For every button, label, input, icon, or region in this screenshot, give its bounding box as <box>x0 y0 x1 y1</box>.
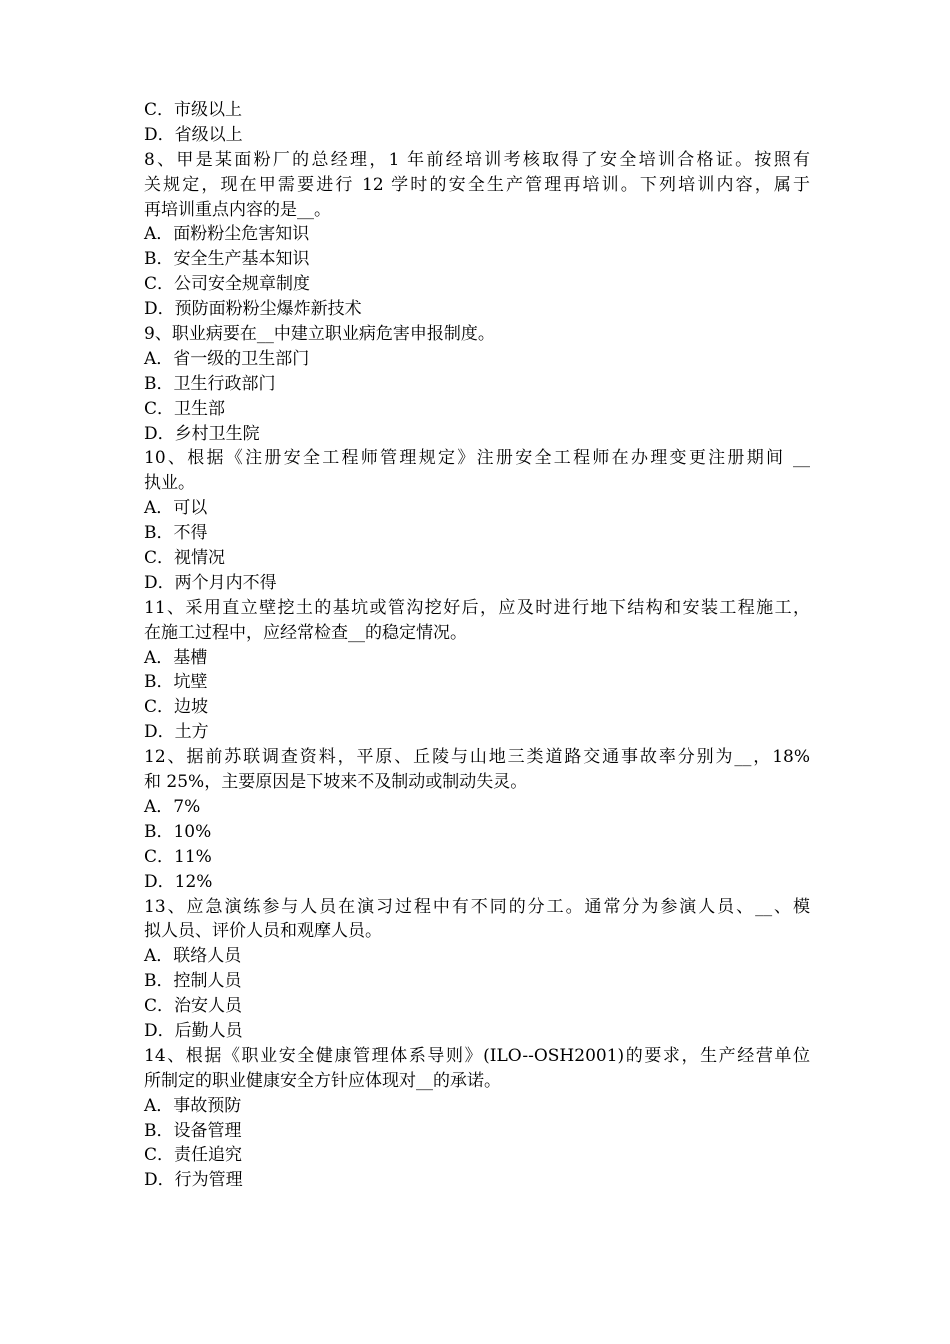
option-line: C．11% <box>144 846 212 867</box>
option-line: C．治安人员 <box>144 996 243 1017</box>
question-line: 11、采用直立壁挖土的基坑或管沟挖好后，应及时进行地下结构和安装工程施工， <box>144 597 810 618</box>
option-line: D．12% <box>144 871 213 892</box>
option-line: D．土方 <box>144 722 209 743</box>
option-line: B．设备管理 <box>144 1120 242 1141</box>
question-line: 拟人员、评价人员和观摩人员。 <box>144 921 382 942</box>
option-line: C．公司安全规章制度 <box>144 274 311 295</box>
option-line: A．联络人员 <box>144 946 242 967</box>
option-line: C．边坡 <box>144 697 209 718</box>
question-line: 14、根据《职业安全健康管理体系导则》(ILO--OSH2001)的要求，生产经营单位 <box>144 1045 810 1066</box>
question-line: 在施工过程中，应经常检查__的稳定情况。 <box>144 622 467 643</box>
option-line: B．卫生行政部门 <box>144 373 276 394</box>
option-line: A．事故预防 <box>144 1095 242 1116</box>
question-line: 再培训重点内容的是__。 <box>144 199 331 220</box>
question-line: 13、应急演练参与人员在演习过程中有不同的分工。通常分为参演人员、__、模 <box>144 896 810 917</box>
question-line: 和 25%，主要原因是下坡来不及制动或制动失灵。 <box>144 772 528 793</box>
option-line: A．省一级的卫生部门 <box>144 348 310 369</box>
option-line: D．后勤人员 <box>144 1020 243 1041</box>
option-line: D．预防面粉粉尘爆炸新技术 <box>144 299 362 320</box>
option-line: C．责任追究 <box>144 1145 243 1166</box>
question-line: 执业。 <box>144 473 195 494</box>
question-line: 10、根据《注册安全工程师管理规定》注册安全工程师在办理变更注册期间 __ <box>144 448 810 469</box>
question-line: 12、据前苏联调查资料，平原、丘陵与山地三类道路交通事故率分别为__，18% <box>144 747 810 768</box>
question-line: 9、职业病要在__中建立职业病危害申报制度。 <box>144 324 495 345</box>
document-page <box>144 98 810 1193</box>
option-line: C．市级以上 <box>144 100 243 120</box>
option-line: A．7% <box>144 796 201 817</box>
option-line: B．10% <box>144 821 212 842</box>
option-line: C．卫生部 <box>144 398 226 419</box>
option-line: D．乡村卫生院 <box>144 423 260 444</box>
option-line: A．可以 <box>144 498 208 519</box>
option-line: A．基槽 <box>144 647 208 668</box>
question-line: 8、甲是某面粉厂的总经理，1 年前经培训考核取得了安全培训合格证。按照有 <box>144 149 810 170</box>
question-line: 关规定，现在甲需要进行 12 学时的安全生产管理再培训。下列培训内容，属于 <box>144 174 810 195</box>
option-line: B．控制人员 <box>144 971 242 992</box>
option-line: D．省级以上 <box>144 124 243 145</box>
option-line: B．不得 <box>144 523 208 544</box>
option-line: D．行为管理 <box>144 1170 243 1191</box>
question-line: 所制定的职业健康安全方针应体现对__的承诺。 <box>144 1070 501 1091</box>
option-line: B．安全生产基本知识 <box>144 249 310 270</box>
option-line: C．视情况 <box>144 548 226 569</box>
option-line: B．坑壁 <box>144 672 208 693</box>
option-line: D．两个月内不得 <box>144 572 277 593</box>
option-line: A．面粉粉尘危害知识 <box>144 224 310 245</box>
